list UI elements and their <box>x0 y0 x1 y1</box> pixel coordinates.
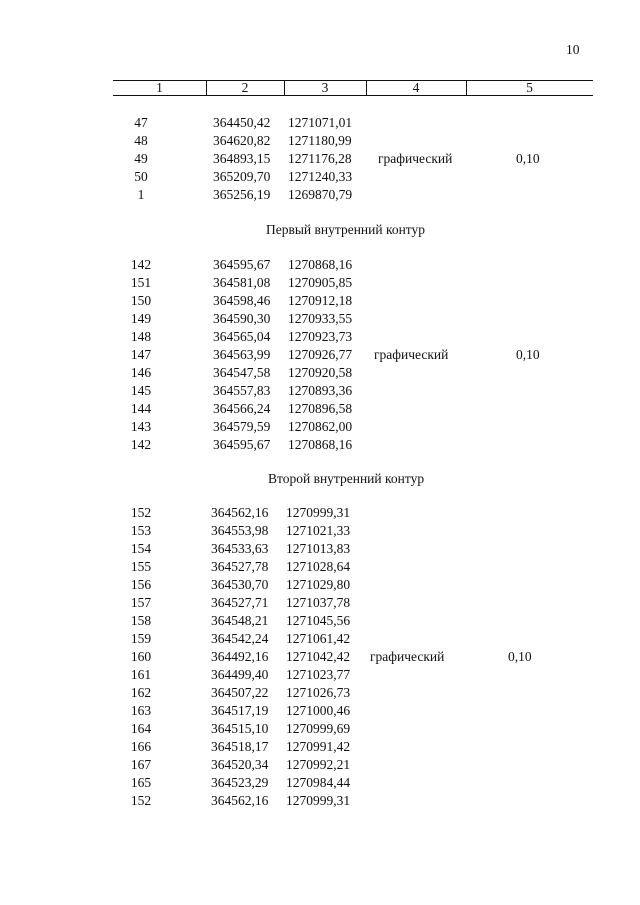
coordinate-y: 1271037,78 <box>286 595 351 610</box>
point-number: 162 <box>130 685 152 700</box>
coordinate-y: 1271021,33 <box>286 523 351 538</box>
point-number: 147 <box>130 347 152 362</box>
header-cell-3: 3 <box>321 80 329 95</box>
table-row <box>0 346 640 364</box>
coordinate-x: 365256,19 <box>213 187 271 202</box>
coordinate-y: 1270920,58 <box>288 365 353 380</box>
coordinate-y: 1271026,73 <box>286 685 351 700</box>
coordinate-y: 1270862,00 <box>288 419 353 434</box>
point-number: 49 <box>134 151 148 166</box>
table-row <box>0 364 640 382</box>
coordinate-y: 1271071,01 <box>288 115 353 130</box>
table-row <box>0 720 640 738</box>
point-number: 142 <box>130 257 152 272</box>
point-number: 157 <box>130 595 152 610</box>
point-number: 142 <box>130 437 152 452</box>
coordinate-y: 1270999,31 <box>286 505 351 520</box>
coordinate-x: 364553,98 <box>211 523 269 538</box>
coordinate-y: 1271000,46 <box>286 703 351 718</box>
section-title: Второй внутренний контур <box>268 471 425 486</box>
coordinate-x: 364507,22 <box>211 685 269 700</box>
table-row <box>0 738 640 756</box>
point-number: 150 <box>130 293 152 308</box>
table-row <box>0 666 640 684</box>
header-bottom-rule <box>113 95 593 96</box>
header-cell-1: 1 <box>156 80 163 95</box>
coordinate-x: 364520,34 <box>211 757 269 772</box>
method: графический <box>378 151 453 166</box>
point-number: 154 <box>130 541 152 556</box>
coordinate-x: 364566,24 <box>213 401 271 416</box>
coordinate-x: 364590,30 <box>213 311 271 326</box>
coordinate-x: 364542,24 <box>211 631 269 646</box>
page-number: 10 <box>566 42 580 57</box>
coordinate-x: 364893,15 <box>213 151 271 166</box>
point-number: 155 <box>130 559 152 574</box>
coordinate-x: 364523,29 <box>211 775 269 790</box>
coordinate-y: 1270868,16 <box>288 437 353 452</box>
table-row <box>0 648 640 666</box>
coordinate-y: 1270923,73 <box>288 329 353 344</box>
point-number: 165 <box>130 775 152 790</box>
coordinate-x: 364595,67 <box>213 257 271 272</box>
point-number: 160 <box>130 649 152 664</box>
header-cell-5: 5 <box>526 80 533 95</box>
point-number: 148 <box>130 329 152 344</box>
header-cell-2: 2 <box>241 80 249 95</box>
point-number: 164 <box>130 721 152 736</box>
accuracy: 0,10 <box>508 649 532 664</box>
coordinate-x: 364565,04 <box>213 329 271 344</box>
coordinate-y: 1270999,31 <box>286 793 351 808</box>
coordinate-x: 364515,10 <box>211 721 269 736</box>
coordinate-y: 1271176,28 <box>288 151 352 166</box>
table-row <box>0 774 640 792</box>
coordinate-x: 364533,63 <box>211 541 269 556</box>
method: графический <box>374 347 449 362</box>
table-row <box>0 504 640 522</box>
coordinate-x: 364548,21 <box>211 613 269 628</box>
table-row <box>0 540 640 558</box>
point-number: 47 <box>134 115 148 130</box>
table-row <box>0 400 640 418</box>
point-number: 143 <box>130 419 152 434</box>
table-row <box>0 702 640 720</box>
point-number: 152 <box>130 505 152 520</box>
point-number: 144 <box>130 401 152 416</box>
point-number: 167 <box>130 757 152 772</box>
coordinate-y: 1271061,42 <box>286 631 351 646</box>
section-title: Первый внутренний контур <box>266 222 426 237</box>
coordinate-y: 1271029,80 <box>286 577 351 592</box>
coordinate-y: 1271042,42 <box>286 649 351 664</box>
table-row <box>0 150 640 168</box>
accuracy: 0,10 <box>516 347 540 362</box>
coordinate-y: 1271045,56 <box>286 613 351 628</box>
point-number: 48 <box>134 133 148 148</box>
coordinate-y: 1270905,85 <box>288 275 353 290</box>
coordinate-x: 364620,82 <box>213 133 271 148</box>
coordinate-y: 1270868,16 <box>288 257 353 272</box>
table-row <box>0 576 640 594</box>
coordinate-y: 1270933,55 <box>288 311 353 326</box>
coordinate-x: 364527,78 <box>211 559 269 574</box>
point-number: 146 <box>130 365 152 380</box>
table-row <box>0 328 640 346</box>
coordinate-x: 364598,46 <box>213 293 271 308</box>
coordinate-x: 364595,67 <box>213 437 271 452</box>
coordinate-y: 1270926,77 <box>288 347 353 362</box>
table-row <box>0 382 640 400</box>
coordinate-x: 364518,17 <box>211 739 269 754</box>
header-cell-4: 4 <box>412 80 420 95</box>
coordinate-y: 1271240,33 <box>288 169 353 184</box>
table-row <box>0 186 640 204</box>
table-row <box>0 436 640 454</box>
coordinate-x: 365209,70 <box>213 169 271 184</box>
coordinate-y: 1270991,42 <box>286 739 351 754</box>
point-number: 163 <box>130 703 152 718</box>
point-number: 161 <box>130 667 152 682</box>
coordinate-x: 364579,59 <box>213 419 271 434</box>
coordinate-x: 364562,16 <box>211 505 269 520</box>
point-number: 145 <box>130 383 152 398</box>
method: графический <box>370 649 445 664</box>
coordinate-y: 1271013,83 <box>286 541 351 556</box>
coordinate-y: 1269870,79 <box>288 187 353 202</box>
table-row <box>0 594 640 612</box>
table-row <box>0 168 640 186</box>
table-header <box>113 80 593 96</box>
coordinate-x: 364517,19 <box>211 703 269 718</box>
table-row <box>0 418 640 436</box>
accuracy: 0,10 <box>516 151 540 166</box>
coordinate-x: 364557,83 <box>213 383 271 398</box>
table-row <box>0 630 640 648</box>
point-number: 159 <box>130 631 152 646</box>
table-row <box>0 792 640 810</box>
coordinate-y: 1270896,58 <box>288 401 353 416</box>
coordinate-y: 1271023,77 <box>286 667 351 682</box>
coordinate-x: 364492,16 <box>211 649 269 664</box>
coordinate-x: 364581,08 <box>213 275 271 290</box>
table-row <box>0 310 640 328</box>
coordinate-x: 364527,71 <box>211 595 269 610</box>
table-row <box>0 256 640 274</box>
point-number: 166 <box>130 739 152 754</box>
point-number: 158 <box>130 613 152 628</box>
point-number: 1 <box>137 187 145 202</box>
coordinate-x: 364562,16 <box>211 793 269 808</box>
coordinate-x: 364563,99 <box>213 347 271 362</box>
point-number: 153 <box>130 523 152 538</box>
table-row <box>0 274 640 292</box>
coordinate-y: 1270912,18 <box>288 293 353 308</box>
table-row <box>0 114 640 132</box>
coordinate-y: 1270984,44 <box>286 775 351 790</box>
coordinate-x: 364450,42 <box>213 115 271 130</box>
coordinate-y: 1271180,99 <box>288 133 352 148</box>
table-row <box>0 132 640 150</box>
coordinate-x: 364547,58 <box>213 365 271 380</box>
coordinate-y: 1270992,21 <box>286 757 351 772</box>
table-row <box>0 684 640 702</box>
table-row <box>0 612 640 630</box>
table-row <box>0 558 640 576</box>
table-row <box>0 292 640 310</box>
point-number: 156 <box>130 577 152 592</box>
point-number: 151 <box>130 275 152 290</box>
coordinate-x: 364530,70 <box>211 577 269 592</box>
coordinate-y: 1271028,64 <box>286 559 351 574</box>
table-row <box>0 522 640 540</box>
coordinate-y: 1270999,69 <box>286 721 351 736</box>
coordinate-y: 1270893,36 <box>288 383 353 398</box>
point-number: 50 <box>134 169 148 184</box>
point-number: 152 <box>130 793 152 808</box>
table-row <box>0 756 640 774</box>
coordinate-x: 364499,40 <box>211 667 269 682</box>
point-number: 149 <box>130 311 152 326</box>
